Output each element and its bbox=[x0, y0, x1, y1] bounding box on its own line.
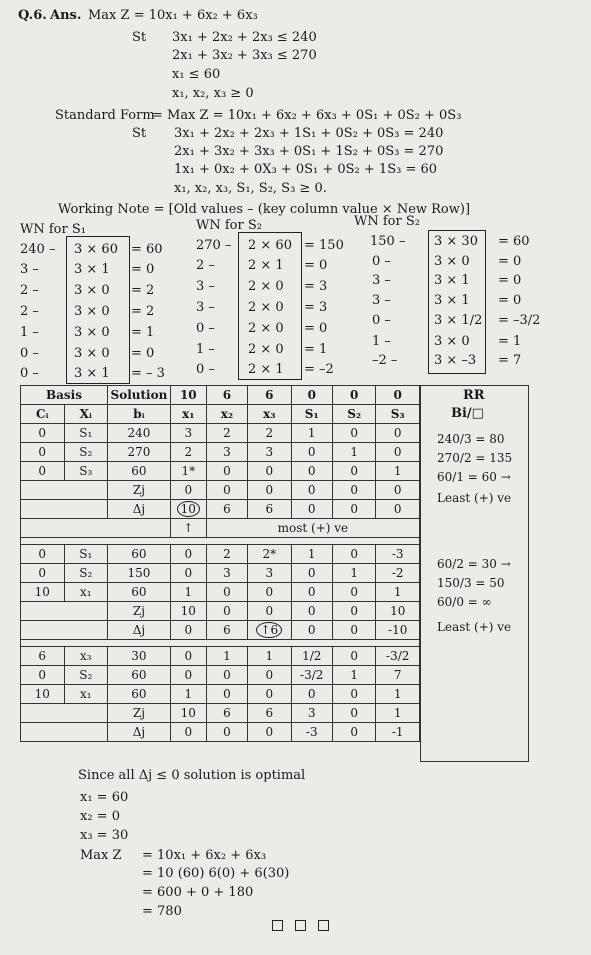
cell: 1 bbox=[248, 647, 292, 666]
cell: -3 bbox=[376, 545, 420, 564]
wn3-right-6: = 7 bbox=[498, 353, 522, 368]
cell: 0 bbox=[248, 481, 292, 500]
cell: 1 bbox=[170, 685, 206, 704]
cell: 2 bbox=[248, 424, 292, 443]
wn3-left-6: –2 – bbox=[372, 353, 398, 368]
wn2-right-5: = 1 bbox=[304, 342, 328, 357]
cell: 0 bbox=[248, 723, 292, 742]
cell: 3 bbox=[170, 424, 206, 443]
cell: x₃ bbox=[64, 647, 108, 666]
xi-header: Xᵢ bbox=[64, 405, 108, 424]
simplex-table bbox=[20, 385, 420, 742]
wn2-right-2: = 3 bbox=[304, 279, 328, 294]
cell: 0 bbox=[291, 602, 332, 621]
cell: 0 bbox=[376, 424, 420, 443]
cell: 1 bbox=[291, 424, 332, 443]
cell: 0 bbox=[248, 685, 292, 704]
cell: 0 bbox=[170, 647, 206, 666]
wn2-left-4: 0 – bbox=[196, 321, 215, 336]
cell: 0 bbox=[170, 481, 206, 500]
cell: 7 bbox=[376, 666, 420, 685]
cell: 3 bbox=[206, 443, 247, 462]
cell: 0 bbox=[332, 685, 376, 704]
wn2-right-4: = 0 bbox=[304, 321, 328, 336]
table-row bbox=[21, 647, 420, 666]
cell: x₁ bbox=[64, 685, 108, 704]
cell: 0 bbox=[291, 685, 332, 704]
zj-row bbox=[21, 481, 420, 500]
cell: 2 bbox=[206, 545, 247, 564]
ratio-column bbox=[420, 385, 529, 762]
wn3-left-0: 150 – bbox=[370, 234, 406, 249]
cell: 1 bbox=[170, 583, 206, 602]
table-row bbox=[21, 564, 420, 583]
table-row bbox=[21, 583, 420, 602]
zj-row bbox=[21, 602, 420, 621]
rr-value: 60/0 = ∞ bbox=[437, 595, 492, 609]
wn1-left-3: 2 – bbox=[20, 304, 39, 319]
wn3-mid-1: 3 × 0 bbox=[434, 254, 470, 269]
rr-note: Least (+) ve bbox=[437, 620, 512, 634]
rr-value: 150/3 = 50 bbox=[437, 576, 505, 590]
cell: 0 bbox=[332, 424, 376, 443]
cell: 0 bbox=[291, 443, 332, 462]
wn1-right-5: = 0 bbox=[131, 346, 155, 361]
wn1-left-5: 0 – bbox=[20, 346, 39, 361]
ci-header: Cᵢ bbox=[21, 405, 65, 424]
cell: 270 bbox=[108, 443, 171, 462]
wn1-right-2: = 2 bbox=[131, 283, 155, 298]
wn1-mid-5: 3 × 0 bbox=[74, 346, 110, 361]
cell: 1 bbox=[332, 564, 376, 583]
cell: -3 bbox=[291, 723, 332, 742]
cell: 150 bbox=[108, 564, 171, 583]
cost-s1: 0 bbox=[291, 386, 332, 405]
cell: 0 bbox=[170, 621, 206, 640]
square-icon bbox=[295, 920, 306, 931]
rr-header: RR bbox=[463, 388, 485, 403]
cell: 0 bbox=[206, 481, 247, 500]
answer-label: Ans. bbox=[50, 8, 82, 23]
wn2-title: WN for S₂ bbox=[196, 218, 262, 233]
rr-value: 270/2 = 135 bbox=[437, 451, 513, 465]
cell: 0 bbox=[291, 583, 332, 602]
wn2-left-0: 270 – bbox=[196, 238, 232, 253]
objective-function: Max Z = 10x₁ + 6x₂ + 6x₃ bbox=[88, 8, 258, 23]
cell: 0 bbox=[291, 462, 332, 481]
cell: 0 bbox=[376, 443, 420, 462]
cell: -3/2 bbox=[291, 666, 332, 685]
maxz-line-4: = 780 bbox=[142, 904, 182, 919]
wn2-mid-4: 2 × 0 bbox=[248, 321, 284, 336]
cost-x1: 10 bbox=[170, 386, 206, 405]
wn2-mid-6: 2 × 1 bbox=[248, 362, 284, 377]
wn1-right-1: = 0 bbox=[131, 262, 155, 277]
wn3-right-3: = 0 bbox=[498, 293, 522, 308]
cell: 6 bbox=[206, 621, 247, 640]
cell: 0 bbox=[291, 481, 332, 500]
wn1-mid-2: 3 × 0 bbox=[74, 283, 110, 298]
result-x1: x₁ = 60 bbox=[80, 790, 129, 805]
subject-to-label: St bbox=[132, 30, 147, 45]
x3-header: x₃ bbox=[248, 405, 292, 424]
cell bbox=[21, 481, 108, 500]
wn3-left-3: 3 – bbox=[372, 293, 391, 308]
wn1-right-4: = 1 bbox=[131, 325, 155, 340]
cell: S₁ bbox=[64, 545, 108, 564]
standard-form-row-4: x₁, x₂, x₃, S₁, S₂, S₃ ≥ 0. bbox=[174, 181, 327, 196]
wn3-mid-3: 3 × 1 bbox=[434, 293, 470, 308]
wn1-left-2: 2 – bbox=[20, 283, 39, 298]
cell: 0 bbox=[21, 666, 65, 685]
cell: 6 bbox=[206, 704, 247, 723]
cell: 0 bbox=[332, 583, 376, 602]
cell: -10 bbox=[376, 621, 420, 640]
wn1-title: WN for S₁ bbox=[20, 222, 86, 237]
cell: Δj bbox=[108, 723, 171, 742]
cell: 0 bbox=[206, 685, 247, 704]
maxz-line-2: = 10 (60) 6(0) + 6(30) bbox=[142, 866, 290, 881]
cell: 1* bbox=[170, 462, 206, 481]
cell: 1 bbox=[332, 443, 376, 462]
cell: 1 bbox=[332, 666, 376, 685]
zj-row bbox=[21, 704, 420, 723]
cell: 0 bbox=[170, 545, 206, 564]
cell: 0 bbox=[248, 462, 292, 481]
cell: 0 bbox=[332, 723, 376, 742]
cell: 0 bbox=[332, 704, 376, 723]
entering-value: 10 bbox=[177, 501, 200, 517]
rr-value: 60/1 = 60 → bbox=[437, 470, 511, 484]
table-row bbox=[21, 443, 420, 462]
cell: 1 bbox=[376, 462, 420, 481]
cell: 30 bbox=[108, 647, 171, 666]
wn2-mid-0: 2 × 60 bbox=[248, 238, 292, 253]
spacer bbox=[21, 538, 420, 545]
spacer bbox=[21, 640, 420, 647]
wn3-mid-2: 3 × 1 bbox=[434, 273, 470, 288]
wn1-left-0: 240 – bbox=[20, 242, 56, 257]
wn2-right-3: = 3 bbox=[304, 300, 328, 315]
cell: Zj bbox=[108, 602, 171, 621]
wn3-right-4: = –3/2 bbox=[498, 313, 541, 328]
header-row-2 bbox=[21, 405, 420, 424]
wn3-right-1: = 0 bbox=[498, 254, 522, 269]
maxz-line-3: = 600 + 0 + 180 bbox=[142, 885, 254, 900]
cell: 10 bbox=[21, 583, 65, 602]
solution-header: Solution bbox=[108, 386, 171, 405]
wn2-right-0: = 150 bbox=[304, 238, 344, 253]
cell: 6 bbox=[206, 500, 247, 519]
cell bbox=[21, 500, 108, 519]
cell: most (+) ve bbox=[206, 519, 419, 538]
cell: S₂ bbox=[64, 443, 108, 462]
wn1-left-1: 3 – bbox=[20, 262, 39, 277]
up-arrow-icon: ↑ bbox=[170, 519, 206, 538]
wn1-left-6: 0 – bbox=[20, 366, 39, 381]
maxz-line-1: = 10x₁ + 6x₂ + 6x₃ bbox=[142, 848, 267, 863]
wn2-mid-1: 2 × 1 bbox=[248, 258, 284, 273]
header-row-1 bbox=[21, 386, 420, 405]
wn1-right-0: = 60 bbox=[131, 242, 163, 257]
cell: 0 bbox=[332, 462, 376, 481]
question-number: Q.6. bbox=[18, 8, 47, 23]
cell: 3 bbox=[248, 443, 292, 462]
cell: 0 bbox=[206, 462, 247, 481]
cell: 60 bbox=[108, 545, 171, 564]
cell: 0 bbox=[21, 443, 65, 462]
constraint-3: x₁ ≤ 60 bbox=[172, 67, 221, 82]
wn3-right-0: = 60 bbox=[498, 234, 530, 249]
cell: 0 bbox=[291, 500, 332, 519]
cell: Δj bbox=[108, 500, 171, 519]
cell: 60 bbox=[108, 583, 171, 602]
s3-header: S₃ bbox=[376, 405, 420, 424]
working-note: Working Note = [Old values – (key column value × New Row)] bbox=[58, 202, 471, 217]
rr-value: 240/3 = 80 bbox=[437, 432, 505, 446]
wn2-right-6: = –2 bbox=[304, 362, 334, 377]
cell: 240 bbox=[108, 424, 171, 443]
cell: x₁ bbox=[64, 583, 108, 602]
x1-header: x₁ bbox=[170, 405, 206, 424]
wn1-mid-3: 3 × 0 bbox=[74, 304, 110, 319]
table-row bbox=[21, 545, 420, 564]
bi-header: bᵢ bbox=[108, 405, 171, 424]
wn3-left-5: 1 – bbox=[372, 334, 391, 349]
rr-note: Least (+) ve bbox=[437, 491, 512, 505]
maxz-label: Max Z bbox=[80, 848, 122, 863]
wn3-mid-4: 3 × 1/2 bbox=[434, 313, 483, 328]
cell: 0 bbox=[332, 500, 376, 519]
end-marks bbox=[272, 920, 341, 936]
s2-header: S₂ bbox=[332, 405, 376, 424]
cell: 0 bbox=[170, 723, 206, 742]
wn2-left-5: 1 – bbox=[196, 342, 215, 357]
cell: Zj bbox=[108, 704, 171, 723]
cell: 10 bbox=[21, 685, 65, 704]
wn3-right-2: = 0 bbox=[498, 273, 522, 288]
wn2-left-3: 3 – bbox=[196, 300, 215, 315]
cell: 6 bbox=[248, 500, 292, 519]
wn2-left-1: 2 – bbox=[196, 258, 215, 273]
x2-header: x₂ bbox=[206, 405, 247, 424]
cell: 0 bbox=[21, 564, 65, 583]
constraint-2: 2x₁ + 3x₂ + 3x₃ ≤ 270 bbox=[172, 48, 317, 63]
cell: 0 bbox=[376, 500, 420, 519]
wn2-mid-5: 2 × 0 bbox=[248, 342, 284, 357]
cell bbox=[21, 519, 171, 538]
cell: S₁ bbox=[64, 424, 108, 443]
cell: 0 bbox=[332, 545, 376, 564]
square-icon bbox=[272, 920, 283, 931]
wn3-mid-6: 3 × –3 bbox=[434, 353, 477, 368]
wn3-left-4: 0 – bbox=[372, 313, 391, 328]
wn1-right-6: = – 3 bbox=[131, 366, 165, 381]
cell: 10 bbox=[376, 602, 420, 621]
cell: -3/2 bbox=[376, 647, 420, 666]
cell: 0 bbox=[206, 602, 247, 621]
standard-form-row-3: 1x₁ + 0x₂ + 0X₃ + 0S₁ + 0S₂ + 1S₃ = 60 bbox=[174, 162, 438, 177]
cost-x3: 6 bbox=[248, 386, 292, 405]
cell: 10 bbox=[170, 602, 206, 621]
cell bbox=[21, 704, 108, 723]
cell: 0 bbox=[291, 621, 332, 640]
wn3-left-2: 3 – bbox=[372, 273, 391, 288]
table-row bbox=[21, 685, 420, 704]
cell: 3 bbox=[248, 564, 292, 583]
cell: Δj bbox=[108, 621, 171, 640]
basis-header: Basis bbox=[21, 386, 108, 405]
dj-row bbox=[21, 500, 420, 519]
wn2-mid-3: 2 × 0 bbox=[248, 300, 284, 315]
cell: 0 bbox=[170, 666, 206, 685]
cell: 0 bbox=[248, 666, 292, 685]
cell: 1 bbox=[376, 704, 420, 723]
s1-header: S₁ bbox=[291, 405, 332, 424]
cell: 0 bbox=[206, 666, 247, 685]
cell: 0 bbox=[206, 723, 247, 742]
cell: 0 bbox=[21, 462, 65, 481]
cell: 6 bbox=[21, 647, 65, 666]
table-row bbox=[21, 424, 420, 443]
standard-form-st: St bbox=[132, 126, 147, 141]
constraint-nonneg: x₁, x₂, x₃ ≥ 0 bbox=[172, 86, 254, 101]
wn1-mid-0: 3 × 60 bbox=[74, 242, 118, 257]
cell: 0 bbox=[170, 564, 206, 583]
cell: Zj bbox=[108, 481, 171, 500]
cell: 2 bbox=[206, 424, 247, 443]
cell: S₂ bbox=[64, 564, 108, 583]
wn2-mid-2: 2 × 0 bbox=[248, 279, 284, 294]
wn2-left-6: 0 – bbox=[196, 362, 215, 377]
cell: 2* bbox=[248, 545, 292, 564]
result-x2: x₂ = 0 bbox=[80, 809, 120, 824]
note-row bbox=[21, 519, 420, 538]
wn1-mid-1: 3 × 1 bbox=[74, 262, 110, 277]
cell: 0 bbox=[21, 545, 65, 564]
wn2-right-1: = 0 bbox=[304, 258, 328, 273]
cell: 0 bbox=[332, 647, 376, 666]
cell: 1/2 bbox=[291, 647, 332, 666]
cost-s3: 0 bbox=[376, 386, 420, 405]
rr-subheader: Bi/□ bbox=[451, 406, 484, 421]
cell: S₂ bbox=[64, 666, 108, 685]
cell: 0 bbox=[376, 481, 420, 500]
constraint-1: 3x₁ + 2x₂ + 2x₃ ≤ 240 bbox=[172, 30, 317, 45]
cell: 60 bbox=[108, 462, 171, 481]
standard-form-label: Standard Form bbox=[55, 108, 155, 123]
wn1-mid-6: 3 × 1 bbox=[74, 366, 110, 381]
cell: 0 bbox=[206, 583, 247, 602]
standard-form-row-2: 2x₁ + 3x₂ + 3x₃ + 0S₁ + 1S₂ + 0S₃ = 270 bbox=[174, 144, 444, 159]
rr-value: 60/2 = 30 → bbox=[437, 557, 511, 571]
cell: 0 bbox=[248, 583, 292, 602]
cell: 1 bbox=[376, 685, 420, 704]
cell: 1 bbox=[206, 647, 247, 666]
cell: -2 bbox=[376, 564, 420, 583]
cell bbox=[21, 602, 108, 621]
cell: 0 bbox=[248, 602, 292, 621]
wn3-left-1: 0 – bbox=[372, 254, 391, 269]
cell bbox=[248, 621, 292, 640]
cell: 3 bbox=[291, 704, 332, 723]
wn3-title: WN for S₂ bbox=[354, 214, 420, 229]
cell bbox=[21, 621, 108, 640]
cell: 10 bbox=[170, 704, 206, 723]
cost-s2: 0 bbox=[332, 386, 376, 405]
standard-form-objective: = Max Z = 10x₁ + 6x₂ + 6x₃ + 0S₁ + 0S₂ + 0S₃ bbox=[152, 108, 462, 123]
cell bbox=[170, 500, 206, 519]
square-icon bbox=[318, 920, 329, 931]
cell: -1 bbox=[376, 723, 420, 742]
cell: 0 bbox=[332, 621, 376, 640]
wn1-mid-4: 3 × 0 bbox=[74, 325, 110, 340]
dj-row bbox=[21, 621, 420, 640]
cell: 60 bbox=[108, 685, 171, 704]
table-row bbox=[21, 462, 420, 481]
optimal-statement: Since all Δj ≤ 0 solution is optimal bbox=[78, 768, 306, 783]
cell: 2 bbox=[170, 443, 206, 462]
wn1-left-4: 1 – bbox=[20, 325, 39, 340]
result-x3: x₃ = 30 bbox=[80, 828, 129, 843]
cell: S₃ bbox=[64, 462, 108, 481]
cell: 6 bbox=[248, 704, 292, 723]
wn2-left-2: 3 – bbox=[196, 279, 215, 294]
wn3-mid-0: 3 × 30 bbox=[434, 234, 478, 249]
table-row bbox=[21, 666, 420, 685]
cell: 0 bbox=[291, 564, 332, 583]
cell: 0 bbox=[332, 481, 376, 500]
entering-value: ↑6 bbox=[256, 622, 282, 638]
wn1-right-3: = 2 bbox=[131, 304, 155, 319]
cost-x2: 6 bbox=[206, 386, 247, 405]
standard-form-row-1: 3x₁ + 2x₂ + 2x₃ + 1S₁ + 0S₂ + 0S₃ = 240 bbox=[174, 126, 444, 141]
cell: 0 bbox=[21, 424, 65, 443]
cell: 1 bbox=[376, 583, 420, 602]
cell: 60 bbox=[108, 666, 171, 685]
cell: 0 bbox=[332, 602, 376, 621]
cell: 3 bbox=[206, 564, 247, 583]
cell bbox=[21, 723, 108, 742]
dj-row bbox=[21, 723, 420, 742]
wn3-right-5: = 1 bbox=[498, 334, 522, 349]
cell: 1 bbox=[291, 545, 332, 564]
wn3-mid-5: 3 × 0 bbox=[434, 334, 470, 349]
